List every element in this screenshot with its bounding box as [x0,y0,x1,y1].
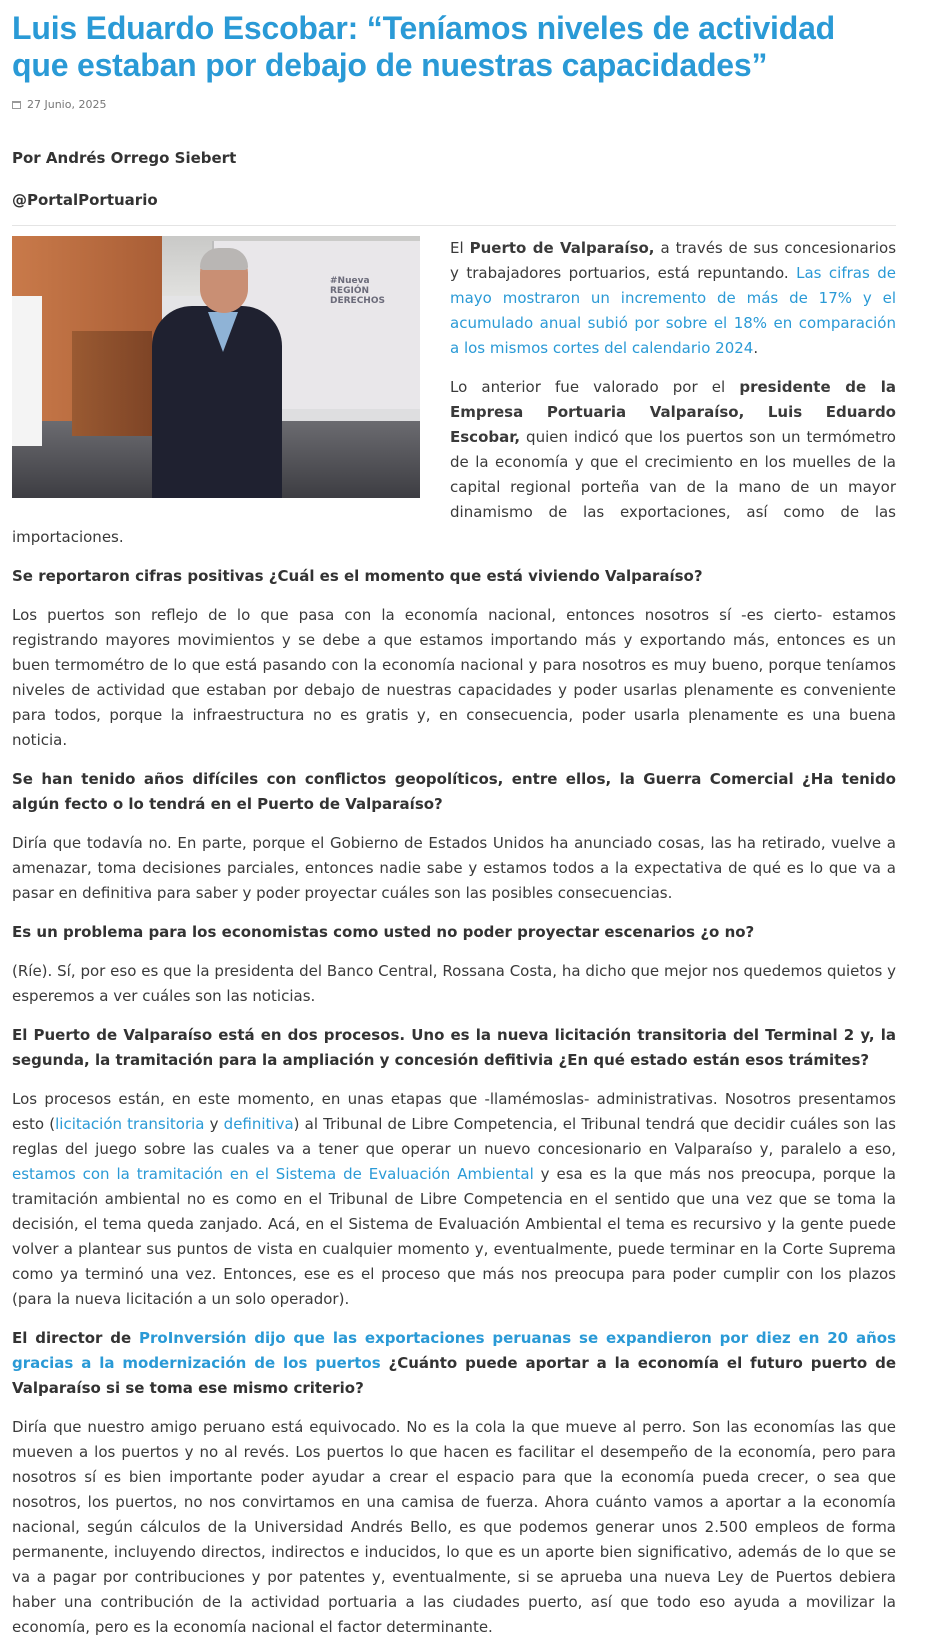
photo-podium [72,331,152,436]
question-2: Se han tenido años difíciles con conflictos geopolíticos, entre ellos, la Guerra Comercial ¿Ha tenido algún fecto o lo tendrá en el Puerto de Valparaíso? [12,770,896,813]
text-span: y esa es la que más nos preocupa, porque la tramitación ambiental no es como en el Tribunal de Libre Competencia en el sentido que una vez que se toma la decisión, el tema queda zanjado. Acá, en el Sistema de Evaluación Ambiental el tema es recursivo y la gente puede volver a plantear sus puntos de vista en cualquier momento y, eventualmente, puede terminar en la Corte Suprema como ya terminó una vez. Entonces, ese es el proceso que más nos preocupa para poder cumplir con los plazos (para la nueva licitación a un solo operador). [12,1165,896,1308]
text-span: y [204,1115,224,1133]
text-bold: Puerto de Valparaíso, [469,239,655,257]
link-evaluacion-ambiental[interactable]: estamos con la tramitación en el Sistema de Evaluación Ambiental [12,1165,534,1183]
text-bold: presidente de la Empresa Portuaria Valparaíso, Luis Eduardo Escobar, [450,378,896,446]
article-meta [12,98,896,111]
article-handle: @PortalPortuario [12,191,158,209]
text-span: quien indicó que los puertos son un termómetro de la economía y que el crecimiento en los muelles de la capital regional porteña van de la mano de un mayor dinamismo de las exportaciones, así como de las importaciones. [12,428,896,546]
text-span: ¿Cuánto puede aportar a la economía el futuro puerto de Valparaíso si se toma ese mismo criterio? [12,1354,897,1397]
text-span: El [450,239,470,257]
answer-5: Diría que nuestro amigo peruano está equivocado. No es la cola la que mueve al perro. Son las economías las que mueven a los puertos y no al revés. Los puertos lo que hacen es facilitar el desempeño de la economía, pero para nosotros sí es bien importante poder ayudar a crear el espacio para que la economía pueda crecer, o sea que nosotros, los puertos, no nos convirtamos en una camisa de fuerza. Ahora cuánto vamos a aportar a la economía nacional, según cálculos de la Universidad Andrés Bello, es que podemos generar unos 2.500 empleos de forma permanente, incluyendo directos, indirectos e inducidos, lo que es un aporte bien significativo, además de lo que se va a pagar por contribuciones y por patentes y, eventualmente, si se aprueba una nueva Ley de Puertos debiera haber una contribución de la actividad portuaria a las ciudades puerto, así que todo eso ayuda a movilizar la economía, pero es la economía nacional el factor determinante. [12,1418,896,1636]
text-span: Lo anterior fue valorado por el [450,378,740,396]
article-body [12,236,896,1640]
text-span: El director de [12,1329,140,1347]
answer-1: Los puertos son reflejo de lo que pasa con la economía nacional, entonces nosotros sí -es cierto- estamos registrando mayores movimientos y se debe a que estamos importando más y exportando más, entonces es un buen termométro de lo que está pasando con la economía nacional y para nosotros es muy bueno, porque teníamos niveles de actividad que estaban por debajo de nuestras capacidades y poder usarlas plenamente es conveniente para todos, porque la infraestructura no es gratis y, en consecuencia, poder usarla plenamente es una buena noticia. [12,606,896,749]
divider [12,225,896,226]
answer-2: Diría que todavía no. En parte, porque el Gobierno de Estados Unidos ha anunciado cosas, las ha retirado, vuelve a amenazar, toma decisiones parciales, entonces nadie sabe y estamos todos a la expectativa de qué es lo que va a pasar en definitiva para saber y poder proyectar cuáles son las posibles consecuencias. [12,834,896,902]
link-definitiva[interactable]: definitiva [223,1115,294,1133]
article-title: Luis Eduardo Escobar: “Teníamos niveles de actividad que estaban por debajo de nuestras capacidades” [12,10,836,83]
text-span: a través de sus concesionarios y trabajadores portuarios, está repuntando. [450,239,897,282]
photo-banner [12,296,42,446]
text-span: ) al Tribunal de Libre Competencia, el Tribunal tendrá que decidir cuáles son las reglas del juego sobre las cuales va a tener que operar un nuevo concesionario en Valparaíso y, paralelo a eso, [12,1115,896,1158]
calendar-icon [12,101,21,109]
question-3: Es un problema para los economistas como usted no poder proyectar escenarios ¿o no? [12,923,755,941]
link-licitacion-transitoria[interactable]: licitación transitoria [55,1115,205,1133]
intro-link-cifras[interactable]: Las cifras de mayo mostraron un incremento de más de 17% y el acumulado anual subió por sobre el 18% en comparación a los mismos cortes del calendario 2024 [450,264,896,357]
text-span: Los procesos están, en este momento, en unas etapas que -llamémoslas- administrativas. Nosotros presentamos esto ( [12,1090,896,1133]
text-span: . [753,339,759,357]
article-photo[interactable] [12,236,420,498]
question-4: El Puerto de Valparaíso está en dos procesos. Uno es la nueva licitación transitoria del Terminal 2 y, la segunda, la tramitación para la ampliación y concesión defitivia ¿En qué estado están esos trámites? [12,1026,896,1069]
article-date: 27 Junio, 2025 [27,98,107,111]
question-5 [12,1326,896,1401]
answer-4 [12,1087,896,1312]
question-1: Se reportaron cifras positivas ¿Cuál es el momento que está viviendo Valparaíso? [12,567,703,585]
link-proinversion[interactable]: ProInversión dijo que las exportaciones peruanas se expandieron por diez en 20 años gracias a la modernización de los puertos [12,1329,896,1372]
photo-logo: #Nueva REGIÓN DERECHOS [330,276,385,306]
answer-3: (Ríe). Sí, por eso es que la presidenta del Banco Central, Rossana Costa, ha dicho que mejor nos quedemos quietos y esperemos a ver cuáles son las noticias. [12,962,896,1005]
photo-hair [200,248,248,270]
article-byline: Por Andrés Orrego Siebert [12,149,237,167]
